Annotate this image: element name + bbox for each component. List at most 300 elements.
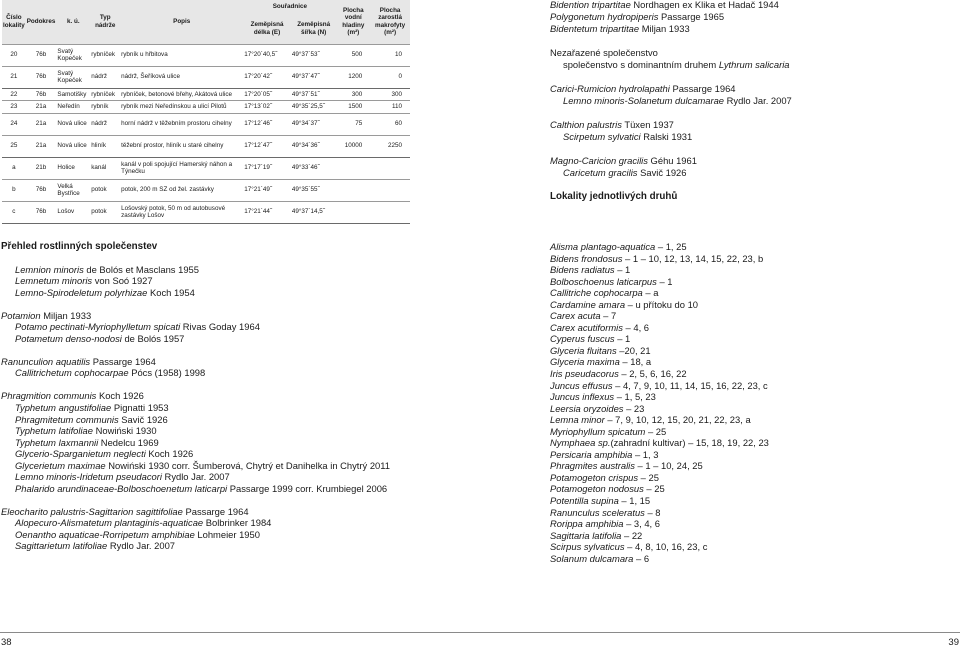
cell-water-area: 300 [351, 90, 363, 98]
cell-ku: Samotišky [57, 90, 87, 98]
species-localities: – 1, 5, 23 [614, 391, 656, 403]
alliance-line [550, 47, 960, 59]
page-number-right: 39 [948, 637, 959, 648]
community-group [550, 119, 960, 143]
species-item [550, 507, 960, 519]
species-item [550, 241, 960, 253]
species-name: Potamogeton crispus [550, 471, 639, 483]
syntaxon-name: Caricetum gracilis [563, 166, 638, 178]
cell-water-area: 1500 [348, 103, 363, 111]
cell-ku: Svatý Kopeček [57, 69, 82, 84]
syntaxon-author: Passarge 1964 [669, 82, 736, 94]
syntaxon-author: Géhu 1961 [647, 154, 697, 166]
cell-description: rybníček, betonové břehy, Akátová ulice [121, 90, 232, 98]
species-name: Sagittaria latifolia [550, 529, 622, 541]
cell-overgrowth-area: 2250 [387, 142, 402, 150]
cell-subregion: 21a [35, 120, 47, 128]
cell-description: horní nádrž v těžebním prostoru cihelny [121, 120, 232, 128]
syntaxon-author: Rydlo Jar. 2007 [107, 540, 175, 552]
syntaxon-author: Savič 1926 [637, 166, 687, 178]
species-localities: – a [642, 287, 659, 299]
localities-table [2, 0, 410, 224]
cell-latitude: 49°35´25,5˝ [291, 103, 325, 111]
species-localities: – 25 [645, 425, 667, 437]
species-item [550, 403, 960, 415]
cell-type: nádrž [91, 120, 108, 128]
species-name: Scirpus sylvaticus [550, 541, 625, 553]
species-name: Callitriche cophocarpa [550, 287, 643, 299]
syntaxon-name: Carici-Rumicion hydrolapathi [550, 82, 670, 94]
syntaxon-author: Rydlo Jar. 2007 [161, 471, 230, 483]
species-localities: – 1, 3 [632, 448, 659, 460]
species-item [550, 426, 960, 438]
species-name: Rorippa amphibia [550, 518, 624, 530]
cell-type: rybníček [91, 51, 116, 59]
syntaxon-author: Lohmeier 1950 [194, 528, 260, 540]
col-coordinates: Souřadnice [243, 0, 336, 14]
cell-water-area: 10000 [344, 142, 363, 150]
species-name: Phragmites australis [550, 460, 635, 472]
syntaxon-name: Potametum denso-nodosi [15, 332, 122, 344]
syntaxon-name: Glycerietum maximae [15, 459, 106, 471]
syntaxon-name: Lemno-Spirodeletum polyrhizae [15, 286, 148, 298]
syntaxon-name: Potamion [1, 309, 41, 321]
species-localities: – 18, a [619, 356, 652, 368]
syntaxon-author: von Soó 1927 [92, 275, 153, 287]
species-name: Cardamine amara [550, 298, 626, 310]
association-line [550, 167, 960, 179]
cell-type: rybníček [91, 90, 116, 98]
community-group [550, 155, 960, 179]
cell-subregion: 76b [35, 186, 47, 194]
col-subregion: Podokres [26, 0, 57, 44]
table-body [2, 44, 410, 223]
cell-longitude: 17°12´46˝ [244, 120, 272, 128]
syntaxon-name: Lemnion minoris [15, 263, 84, 275]
species-name: Carex acuta [550, 310, 601, 322]
col-water-area: Plocha vodní hladiny (m²) [336, 0, 370, 44]
species-name: Persicaria amphibia [550, 448, 633, 460]
cell-subregion: 76b [35, 51, 47, 59]
species-localities: – 4, 8, 10, 16, 23, c [624, 541, 708, 553]
alliance-line [550, 11, 960, 23]
cell-type: potok [91, 186, 107, 194]
cell-locality-no: a [12, 164, 16, 172]
cell-type: hliník [91, 142, 106, 150]
syntaxon-author: de Bolós et Masclans 1955 [83, 263, 199, 275]
association-line [1, 448, 431, 460]
association-line [1, 540, 431, 552]
species-item [550, 437, 960, 449]
species-name: Glyceria fluitans [550, 344, 617, 356]
cell-locality-no: 22 [10, 90, 18, 98]
syntaxon-author: Tüxen 1937 [621, 118, 674, 130]
species-item [550, 380, 960, 392]
species-localities: – 7, 9, 10, 12, 15, 20, 21, 22, 23, a [604, 414, 751, 426]
cell-overgrowth-area: 0 [398, 73, 402, 81]
syntaxon-name: Ranunculion aquatilis [1, 355, 91, 367]
community-group [550, 0, 960, 35]
species-localities: – 8 [644, 506, 661, 518]
alliance-line [1, 356, 431, 368]
species-item [550, 530, 960, 542]
cell-description: kanál v poli spojující Hamerský náhon a Týnečku [121, 160, 233, 175]
species-item [550, 472, 960, 484]
cell-description: nádrž, Šeříková ulice [121, 73, 180, 81]
syntaxon-author: Passarge 1964 [182, 505, 249, 517]
cell-overgrowth-area: 10 [394, 51, 402, 59]
syntaxon-author: Miljan 1933 [639, 22, 690, 34]
col-locality-no: Číslo lokality [2, 0, 26, 44]
species-localities: – 23 [623, 402, 645, 414]
species-localities: (zahradní kultivar) – 15, 18, 19, 22, 23 [610, 437, 769, 449]
species-item [550, 495, 960, 507]
localities-heading: Lokality jednotlivých druhů [550, 190, 678, 202]
syntaxon-name: Bidentetum tripartitae [550, 22, 640, 34]
cell-ku: Svatý Kopeček [57, 47, 82, 62]
species-localities-list [550, 241, 960, 564]
species-name: Lemna minor [550, 414, 605, 426]
syntaxon-name: Phragmitetum communis [15, 413, 119, 425]
species-localities: – 1 – 10, 24, 25 [634, 460, 703, 472]
syntaxon-name: Bidention tripartitae [550, 0, 631, 10]
table-row [2, 66, 410, 88]
community-group [1, 310, 431, 345]
plant-communities-section [1, 241, 431, 564]
cell-water-area: 500 [351, 51, 363, 59]
alliance-line [550, 23, 960, 35]
syntaxon-author: Pignatti 1953 [111, 401, 169, 413]
footer-rule-left [0, 632, 480, 633]
cell-latitude: 49°34´37˝ [291, 120, 320, 128]
syntaxon-author: Pócs (1958) 1998 [128, 367, 206, 379]
syntaxon-author: Nowiński 1930 [93, 425, 157, 437]
association-line [550, 95, 960, 107]
cell-water-area [336, 157, 370, 179]
species-localities: – 1 [656, 275, 673, 287]
cell-latitude: 49°37´53˝ [291, 51, 320, 59]
syntaxon-name: Typhetum laxmannii [15, 436, 99, 448]
table-row [2, 135, 410, 157]
cell-subregion: 21b [35, 164, 47, 172]
association-line [1, 333, 431, 345]
species-localities: – u přítoku do 10 [625, 298, 699, 310]
cell-locality-no: 25 [10, 142, 18, 150]
right-page [480, 0, 960, 653]
cell-description: rybník mezi Neředínskou a ulicí Pilotů [121, 103, 227, 111]
cell-longitude: 17°20´40,5˝ [244, 51, 278, 59]
syntaxon-name: Glycerio-Sparganietum neglecti [15, 448, 146, 460]
species-name: Glyceria maxima [550, 356, 620, 368]
species-item [550, 299, 960, 311]
alliance-line [1, 310, 431, 322]
species-item [550, 276, 960, 288]
cell-description: těžební prostor, hliník u staré cihelny [121, 142, 224, 150]
plant-communities-list [1, 264, 431, 552]
association-line [550, 59, 960, 71]
dominant-species-name: Lythrum salicaria [718, 58, 790, 70]
cell-type: nádrž [91, 73, 108, 81]
syntaxon-author: Passarge 1999 corr. Krumbiegel 2006 [227, 482, 388, 494]
species-localities: – 3, 4, 6 [623, 518, 660, 530]
cell-description: potok, 200 m SZ od žel. zastávky [121, 186, 214, 194]
syntaxon-author: Rydlo Jar. 2007 [724, 94, 792, 106]
syntaxon-name: Alopecuro-Alismatetum plantaginis-aquaticae [15, 517, 204, 529]
species-localities: – 4, 6 [622, 321, 649, 333]
col-ku: k. ú. [56, 0, 90, 44]
cell-water-area: 75 [355, 120, 363, 128]
syntaxon-name: Sagittarietum latifoliae [15, 540, 108, 552]
species-localities: – 25 [638, 471, 659, 483]
syntaxon-author: de Bolós 1957 [121, 332, 185, 344]
cell-ku: Nová ulice [57, 120, 87, 128]
community-group [550, 83, 960, 107]
species-item [550, 553, 960, 565]
cell-longitude: 17°21´44˝ [244, 208, 272, 216]
plant-communities-heading: Přehled rostlinných společenstev [1, 241, 158, 252]
association-line [1, 517, 431, 529]
syntaxon-name: Lemno minoris-Iridetum pseudacori [15, 471, 162, 483]
table-row [2, 201, 410, 223]
col-overgrowth-area: Plocha zarostlá makrofyty (m²) [370, 0, 410, 44]
association-line [1, 321, 431, 333]
cell-locality-no: 20 [10, 51, 18, 59]
table-header-row-top [2, 0, 410, 14]
cell-subregion: 21a [35, 142, 47, 150]
col-longitude: Zeměpisná délka (E) [243, 14, 291, 44]
cell-overgrowth-area: 110 [391, 103, 402, 111]
cell-subregion: 21a [35, 103, 47, 111]
association-line [1, 437, 431, 449]
species-item [550, 460, 960, 472]
cell-water-area [336, 179, 370, 201]
species-localities: – 1 – 10, 12, 13, 14, 15, 22, 23, b [622, 252, 764, 264]
species-name: Cyperus fuscus [550, 333, 615, 345]
page-number-left: 38 [1, 637, 12, 648]
cell-overgrowth-area [370, 157, 410, 179]
species-localities: – 4, 7, 9, 10, 11, 14, 15, 16, 22, 23, c [612, 379, 768, 391]
species-localities: – 1, 25 [655, 241, 687, 252]
cell-type: potok [91, 208, 107, 216]
species-name: Juncus inflexus [550, 391, 615, 403]
species-item [550, 287, 960, 299]
community-group [1, 390, 431, 494]
col-description: Popis [120, 0, 243, 44]
cell-longitude: 17°21´49˝ [244, 186, 272, 194]
syntaxon-author: Ralski 1931 [640, 130, 693, 142]
syntaxon-name: Phalarido arundinaceae-Bolboschoenetum laticarpi [15, 482, 228, 494]
syntaxon-author: Koch 1926 [145, 448, 194, 460]
cell-description: Lošovský potok, 50 m od autobusové zastávky Lošov [121, 204, 226, 219]
species-item [550, 518, 960, 530]
cell-ku: Lošov [57, 208, 75, 216]
species-name: Potamogeton nodosus [550, 483, 644, 495]
cell-subregion: 76b [35, 73, 47, 81]
association-line [1, 402, 431, 414]
cell-longitude: 17°13´02˝ [244, 103, 272, 111]
syntaxon-author: Passarge 1965 [658, 10, 725, 22]
syntaxon-name: Calthion palustris [550, 118, 622, 130]
species-name: Potentilla supina [550, 495, 619, 507]
table-row [2, 157, 410, 179]
syntaxon-author: Passarge 1964 [90, 355, 156, 367]
species-localities: – 7 [600, 310, 617, 322]
cell-latitude: 49°37´14,5˝ [291, 208, 325, 216]
syntaxon-name: Callitrichetum cophocarpae [15, 367, 129, 379]
syntaxon-author: Koch 1954 [147, 286, 195, 298]
plant-communities-continued [550, 0, 960, 203]
cell-subregion: 76b [35, 208, 47, 216]
syntaxon-name: Polygonetum hydropiperis [550, 10, 659, 22]
table-row [2, 88, 410, 101]
association-line [1, 425, 431, 437]
species-item [550, 541, 960, 553]
cell-longitude: 17°20´42˝ [244, 73, 272, 81]
syntaxon-author: Nezařazené společenstvo [550, 46, 658, 58]
species-name: Bidens frondosus [550, 252, 623, 264]
col-type: Typ nádrže [90, 0, 120, 44]
table-row [2, 179, 410, 201]
syntaxon-name: Eleocharito palustris-Sagittarion sagittifoliae [1, 505, 183, 517]
association-line [1, 460, 431, 472]
alliance-line [1, 390, 431, 402]
syntaxon-author: Bolbrinker 1984 [203, 517, 272, 529]
species-name: Myriophyllum spicatum [550, 425, 646, 437]
species-name: Ranunculus sceleratus [550, 506, 645, 518]
association-line [1, 414, 431, 426]
syntaxon-name: Lemno minoris-Solanetum dulcamarae [563, 94, 725, 106]
species-item [550, 322, 960, 334]
species-item [550, 356, 960, 368]
cell-latitude: 49°33´46˝ [291, 164, 320, 172]
species-item [550, 333, 960, 345]
syntaxon-author: Miljan 1933 [40, 309, 92, 321]
col-latitude: Zeměpisná šířka (N) [291, 14, 337, 44]
species-name: Bidens radiatus [550, 264, 615, 276]
species-item [550, 264, 960, 276]
species-item [550, 414, 960, 426]
cell-longitude: 17°17´19˝ [244, 164, 272, 172]
cell-locality-no: b [12, 186, 16, 194]
cell-ku: Holice [57, 164, 75, 172]
association-line [550, 131, 960, 143]
syntaxon-author: Nedelcu 1969 [98, 436, 159, 448]
syntaxon-name: Scirpetum sylvatici [563, 130, 641, 142]
species-item [550, 391, 960, 403]
syntaxon-author: Rivas Goday 1964 [180, 321, 260, 333]
association-line [1, 287, 431, 299]
community-group [550, 47, 960, 71]
plant-communities-list-continued [550, 0, 960, 179]
table-row [2, 101, 410, 114]
species-name: Nymphaea sp. [550, 437, 611, 449]
cell-overgrowth-area: 300 [391, 90, 402, 98]
cell-locality-no: 24 [10, 120, 18, 128]
species-localities: – 25 [643, 483, 665, 495]
cell-latitude: 49°37´47˝ [291, 73, 320, 81]
syntaxon-name: Oenantho aquaticae-Rorripetum amphibiae [15, 528, 195, 540]
alliance-line [550, 155, 960, 167]
cell-subregion: 76b [35, 90, 47, 98]
syntaxon-author: Nowiński 1930 corr. Šumberová, Chytrý et Danihelka in Chytrý 2011 [105, 459, 390, 471]
association-line [1, 483, 431, 495]
alliance-line [550, 119, 960, 131]
species-name: Alisma plantago-aquatica [550, 241, 656, 252]
cell-type: kanál [91, 164, 107, 172]
syntaxon-author: Koch 1926 [96, 390, 144, 402]
syntaxon-author: Nordhagen ex Klika et Hadač 1944 [630, 0, 779, 10]
species-localities: – 22 [621, 529, 643, 541]
species-name: Bolboschoenus laticarpus [550, 275, 657, 287]
species-name: Leersia oryzoides [550, 402, 624, 414]
table-row [2, 113, 410, 135]
syntaxon-author: Savič 1926 [118, 413, 168, 425]
cell-longitude: 17°12´47˝ [244, 142, 272, 150]
cell-overgrowth-area [370, 201, 410, 223]
species-localities: – 6 [633, 552, 650, 564]
association-line [1, 471, 431, 483]
community-group [1, 264, 431, 299]
species-localities: –20, 21 [616, 344, 651, 356]
community-group [1, 356, 431, 379]
alliance-line [1, 506, 431, 518]
cell-type: rybník [91, 103, 109, 111]
species-item [550, 310, 960, 322]
species-name: Solanum dulcamara [550, 552, 634, 564]
species-localities: – 1 [614, 264, 631, 276]
species-item [550, 368, 960, 380]
cell-overgrowth-area [370, 179, 410, 201]
cell-description: rybník u hřbitova [121, 51, 168, 59]
cell-longitude: 17°20´05˝ [244, 90, 272, 98]
syntaxon-name: Magno-Caricion gracilis [550, 154, 648, 166]
cell-latitude: 49°37´51˝ [291, 90, 320, 98]
cell-locality-no: c [12, 208, 16, 216]
cell-water-area: 1200 [348, 73, 363, 81]
cell-overgrowth-area: 60 [394, 120, 402, 128]
species-name: Iris pseudacorus [550, 368, 619, 380]
association-line [1, 264, 431, 276]
syntaxon-name: Lemnetum minoris [15, 275, 93, 287]
syntaxon-author: společenstvo s dominantním druhem [563, 58, 719, 70]
species-item [550, 345, 960, 357]
cell-locality-no: 23 [10, 103, 18, 111]
species-localities: – 1, 15 [618, 495, 651, 507]
cell-latitude: 49°34´36˝ [291, 142, 320, 150]
syntaxon-name: Phragmition communis [1, 390, 97, 402]
cell-latitude: 49°35´55˝ [291, 186, 320, 194]
association-line [1, 529, 431, 541]
species-item [550, 483, 960, 495]
species-item [550, 253, 960, 265]
species-name: Juncus effusus [550, 379, 613, 391]
alliance-line [550, 0, 960, 11]
table-row [2, 44, 410, 66]
cell-water-area [336, 201, 370, 223]
syntaxon-name: Typhetum latifoliae [15, 425, 93, 437]
species-name: Carex acutiformis [550, 321, 623, 333]
species-localities: – 2, 5, 6, 16, 22 [618, 368, 687, 380]
alliance-line [550, 83, 960, 95]
cell-ku: Nová ulice [57, 142, 87, 150]
community-group [1, 506, 431, 552]
footer-rule-right [480, 632, 960, 633]
association-line [1, 367, 431, 379]
species-localities: – 1 [614, 333, 631, 345]
association-line [1, 275, 431, 287]
cell-ku: Neředín [57, 103, 80, 111]
cell-locality-no: 21 [10, 73, 18, 81]
